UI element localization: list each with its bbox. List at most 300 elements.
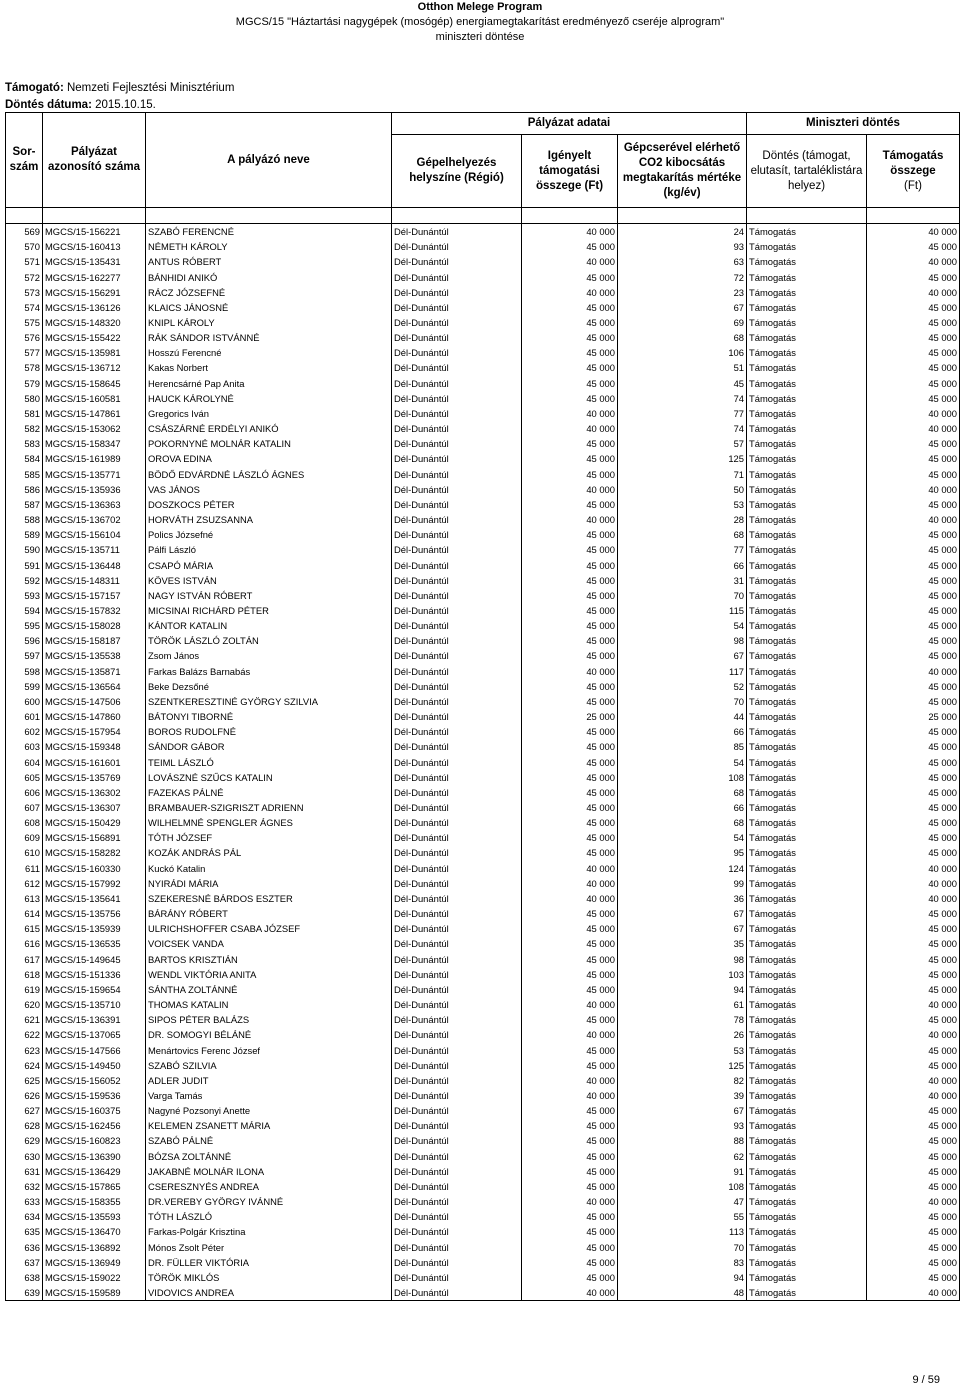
row-requested: 45 000 xyxy=(522,330,618,345)
row-decision: Támogatás xyxy=(747,1239,867,1254)
header-requested: Igényelt támogatási összege (Ft) xyxy=(522,135,618,208)
row-decision: Támogatás xyxy=(747,360,867,375)
table-row xyxy=(6,876,960,891)
row-decision: Támogatás xyxy=(747,603,867,618)
row-decision: Támogatás xyxy=(747,800,867,815)
table-row xyxy=(6,254,960,269)
row-decision: Támogatás xyxy=(747,967,867,982)
row-name: VOICSEK VANDA xyxy=(146,936,392,951)
decision-title: miniszteri döntése xyxy=(435,31,525,43)
row-id: MGCS/15-156891 xyxy=(43,830,146,845)
table-row xyxy=(6,573,960,588)
row-no: 585 xyxy=(6,467,43,482)
row-region: Dél-Dunántúl xyxy=(392,254,522,269)
row-requested: 45 000 xyxy=(522,239,618,254)
row-region: Dél-Dunántúl xyxy=(392,588,522,603)
row-decision: Támogatás xyxy=(747,436,867,451)
row-co2: 83 xyxy=(618,1255,747,1270)
row-id: MGCS/15-159348 xyxy=(43,739,146,754)
row-name: NAGY ISTVÁN RÓBERT xyxy=(146,588,392,603)
row-region: Dél-Dunántúl xyxy=(392,1149,522,1164)
row-no: 574 xyxy=(6,300,43,315)
row-amount: 45 000 xyxy=(867,557,960,572)
row-decision: Támogatás xyxy=(747,815,867,830)
row-no: 635 xyxy=(6,1224,43,1239)
row-decision: Támogatás xyxy=(747,451,867,466)
row-name: KELEMEN ZSANETT MÁRIA xyxy=(146,1118,392,1133)
row-region: Dél-Dunántúl xyxy=(392,482,522,497)
row-no: 628 xyxy=(6,1118,43,1133)
row-amount: 45 000 xyxy=(867,1255,960,1270)
table-row xyxy=(6,694,960,709)
row-id: MGCS/15-158282 xyxy=(43,845,146,860)
row-region: Dél-Dunántúl xyxy=(392,936,522,951)
row-no: 592 xyxy=(6,573,43,588)
row-name: Polics Józsefné xyxy=(146,527,392,542)
table-row xyxy=(6,1042,960,1057)
row-name: Gregorics Iván xyxy=(146,406,392,421)
row-no: 636 xyxy=(6,1239,43,1254)
row-region: Dél-Dunántúl xyxy=(392,1179,522,1194)
row-id: MGCS/15-136307 xyxy=(43,800,146,815)
row-region: Dél-Dunántúl xyxy=(392,1209,522,1224)
row-region: Dél-Dunántúl xyxy=(392,1285,522,1301)
row-id: MGCS/15-135711 xyxy=(43,542,146,557)
row-region: Dél-Dunántúl xyxy=(392,391,522,406)
row-region: Dél-Dunántúl xyxy=(392,679,522,694)
table-row xyxy=(6,770,960,785)
row-co2: 108 xyxy=(618,1179,747,1194)
row-requested: 40 000 xyxy=(522,224,618,240)
row-name: SZABÓ PÁLNÉ xyxy=(146,1133,392,1148)
row-requested: 45 000 xyxy=(522,573,618,588)
row-amount: 45 000 xyxy=(867,603,960,618)
row-no: 609 xyxy=(6,830,43,845)
table-row xyxy=(6,315,960,330)
table-row xyxy=(6,421,960,436)
row-co2: 74 xyxy=(618,421,747,436)
row-region: Dél-Dunántúl xyxy=(392,633,522,648)
table-row xyxy=(6,1239,960,1254)
row-region: Dél-Dunántúl xyxy=(392,891,522,906)
row-amount: 45 000 xyxy=(867,269,960,284)
row-requested: 45 000 xyxy=(522,542,618,557)
row-decision: Támogatás xyxy=(747,724,867,739)
row-requested: 40 000 xyxy=(522,406,618,421)
table-row xyxy=(6,1088,960,1103)
table-row xyxy=(6,285,960,300)
row-no: 613 xyxy=(6,891,43,906)
row-decision: Támogatás xyxy=(747,982,867,997)
row-co2: 103 xyxy=(618,967,747,982)
row-no: 571 xyxy=(6,254,43,269)
row-co2: 115 xyxy=(618,603,747,618)
row-decision: Támogatás xyxy=(747,421,867,436)
row-requested: 45 000 xyxy=(522,497,618,512)
row-decision: Támogatás xyxy=(747,1103,867,1118)
row-amount: 45 000 xyxy=(867,1239,960,1254)
row-no: 633 xyxy=(6,1194,43,1209)
row-requested: 45 000 xyxy=(522,360,618,375)
row-name: Nagyné Pozsonyi Anette xyxy=(146,1103,392,1118)
row-co2: 113 xyxy=(618,1224,747,1239)
header-region: Gépelhelyezés helyszíne (Régió) xyxy=(392,135,522,208)
row-amount: 40 000 xyxy=(867,406,960,421)
row-id: MGCS/15-148320 xyxy=(43,315,146,330)
table-row xyxy=(6,1073,960,1088)
table-row xyxy=(6,1255,960,1270)
row-amount: 45 000 xyxy=(867,906,960,921)
row-id: MGCS/15-136363 xyxy=(43,497,146,512)
row-no: 596 xyxy=(6,633,43,648)
row-co2: 93 xyxy=(618,1118,747,1133)
row-decision: Támogatás xyxy=(747,679,867,694)
row-amount: 45 000 xyxy=(867,1042,960,1057)
row-amount: 45 000 xyxy=(867,315,960,330)
row-region: Dél-Dunántúl xyxy=(392,1027,522,1042)
table-row xyxy=(6,269,960,284)
row-id: MGCS/15-135939 xyxy=(43,921,146,936)
row-id: MGCS/15-136535 xyxy=(43,936,146,951)
row-requested: 25 000 xyxy=(522,709,618,724)
table-row xyxy=(6,1133,960,1148)
row-region: Dél-Dunántúl xyxy=(392,785,522,800)
row-requested: 45 000 xyxy=(522,1012,618,1027)
row-requested: 40 000 xyxy=(522,997,618,1012)
table-row xyxy=(6,800,960,815)
row-amount: 45 000 xyxy=(867,330,960,345)
row-id: MGCS/15-162277 xyxy=(43,269,146,284)
row-id: MGCS/15-150429 xyxy=(43,815,146,830)
row-id: MGCS/15-160375 xyxy=(43,1103,146,1118)
row-co2: 50 xyxy=(618,482,747,497)
row-amount: 45 000 xyxy=(867,754,960,769)
table-row xyxy=(6,482,960,497)
row-name: Varga Tamás xyxy=(146,1088,392,1103)
row-co2: 77 xyxy=(618,542,747,557)
row-no: 619 xyxy=(6,982,43,997)
row-decision: Támogatás xyxy=(747,694,867,709)
row-region: Dél-Dunántúl xyxy=(392,557,522,572)
row-no: 618 xyxy=(6,967,43,982)
row-co2: 93 xyxy=(618,239,747,254)
row-decision: Támogatás xyxy=(747,770,867,785)
row-co2: 57 xyxy=(618,436,747,451)
row-id: MGCS/15-151336 xyxy=(43,967,146,982)
row-decision: Támogatás xyxy=(747,1224,867,1239)
row-id: MGCS/15-135641 xyxy=(43,891,146,906)
row-amount: 45 000 xyxy=(867,952,960,967)
row-region: Dél-Dunántúl xyxy=(392,952,522,967)
table-row xyxy=(6,542,960,557)
table-row xyxy=(6,1149,960,1164)
row-id: MGCS/15-157992 xyxy=(43,876,146,891)
row-id: MGCS/15-135769 xyxy=(43,770,146,785)
row-region: Dél-Dunántúl xyxy=(392,1042,522,1057)
row-name: BÁTONYI TIBORNÉ xyxy=(146,709,392,724)
table-row xyxy=(6,921,960,936)
row-decision: Támogatás xyxy=(747,1149,867,1164)
row-decision: Támogatás xyxy=(747,952,867,967)
row-amount: 45 000 xyxy=(867,1133,960,1148)
row-decision: Támogatás xyxy=(747,557,867,572)
row-name: RÁK SÁNDOR ISTVÁNNÉ xyxy=(146,330,392,345)
row-region: Dél-Dunántúl xyxy=(392,800,522,815)
row-no: 578 xyxy=(6,360,43,375)
row-id: MGCS/15-160581 xyxy=(43,391,146,406)
row-amount: 45 000 xyxy=(867,633,960,648)
row-name: BRAMBAUER-SZIGRISZT ADRIENN xyxy=(146,800,392,815)
row-decision: Támogatás xyxy=(747,785,867,800)
row-name: SÁNTHA ZOLTÁNNÉ xyxy=(146,982,392,997)
row-co2: 98 xyxy=(618,633,747,648)
row-no: 590 xyxy=(6,542,43,557)
row-decision: Támogatás xyxy=(747,1133,867,1148)
row-decision: Támogatás xyxy=(747,633,867,648)
row-region: Dél-Dunántúl xyxy=(392,694,522,709)
row-co2: 23 xyxy=(618,285,747,300)
table-row xyxy=(6,1285,960,1301)
row-co2: 54 xyxy=(618,754,747,769)
row-co2: 106 xyxy=(618,345,747,360)
row-name: Mónos Zsolt Péter xyxy=(146,1239,392,1254)
row-decision: Támogatás xyxy=(747,861,867,876)
row-requested: 45 000 xyxy=(522,436,618,451)
table-row xyxy=(6,1209,960,1224)
row-requested: 45 000 xyxy=(522,815,618,830)
row-region: Dél-Dunántúl xyxy=(392,239,522,254)
row-co2: 67 xyxy=(618,906,747,921)
row-name: Herencsárné Pap Anita xyxy=(146,376,392,391)
row-requested: 40 000 xyxy=(522,1073,618,1088)
row-amount: 45 000 xyxy=(867,1209,960,1224)
row-name: SZEKERESNÉ BÁRDOS ESZTER xyxy=(146,891,392,906)
row-requested: 40 000 xyxy=(522,861,618,876)
row-id: MGCS/15-136949 xyxy=(43,1255,146,1270)
row-region: Dél-Dunántúl xyxy=(392,1239,522,1254)
table-row xyxy=(6,1270,960,1285)
row-name: TEIML LÁSZLÓ xyxy=(146,754,392,769)
row-region: Dél-Dunántúl xyxy=(392,815,522,830)
row-region: Dél-Dunántúl xyxy=(392,1255,522,1270)
row-no: 610 xyxy=(6,845,43,860)
row-id: MGCS/15-159022 xyxy=(43,1270,146,1285)
row-no: 573 xyxy=(6,285,43,300)
row-requested: 40 000 xyxy=(522,876,618,891)
row-id: MGCS/15-157865 xyxy=(43,1179,146,1194)
row-decision: Támogatás xyxy=(747,876,867,891)
row-name: HORVÁTH ZSUZSANNA xyxy=(146,512,392,527)
row-co2: 68 xyxy=(618,330,747,345)
program-title: Otthon Melege Program xyxy=(417,1,543,13)
row-name: WENDL VIKTÓRIA ANITA xyxy=(146,967,392,982)
row-co2: 28 xyxy=(618,512,747,527)
row-region: Dél-Dunántúl xyxy=(392,527,522,542)
row-requested: 45 000 xyxy=(522,588,618,603)
table-row xyxy=(6,1179,960,1194)
row-region: Dél-Dunántúl xyxy=(392,648,522,663)
row-decision: Támogatás xyxy=(747,512,867,527)
table-row xyxy=(6,891,960,906)
row-name: CSERESZNYÉS ANDREA xyxy=(146,1179,392,1194)
row-id: MGCS/15-135771 xyxy=(43,467,146,482)
row-no: 570 xyxy=(6,239,43,254)
row-requested: 40 000 xyxy=(522,254,618,269)
row-decision: Támogatás xyxy=(747,648,867,663)
row-amount: 40 000 xyxy=(867,512,960,527)
row-decision: Támogatás xyxy=(747,1270,867,1285)
row-no: 608 xyxy=(6,815,43,830)
row-region: Dél-Dunántúl xyxy=(392,1118,522,1133)
row-requested: 45 000 xyxy=(522,830,618,845)
row-no: 591 xyxy=(6,557,43,572)
row-region: Dél-Dunántúl xyxy=(392,1164,522,1179)
row-amount: 40 000 xyxy=(867,664,960,679)
row-id: MGCS/15-153062 xyxy=(43,421,146,436)
row-no: 614 xyxy=(6,906,43,921)
row-amount: 45 000 xyxy=(867,739,960,754)
table-row xyxy=(6,982,960,997)
row-no: 589 xyxy=(6,527,43,542)
table-row xyxy=(6,967,960,982)
row-id: MGCS/15-159654 xyxy=(43,982,146,997)
row-amount: 45 000 xyxy=(867,967,960,982)
row-id: MGCS/15-135981 xyxy=(43,345,146,360)
row-amount: 40 000 xyxy=(867,1088,960,1103)
row-co2: 66 xyxy=(618,557,747,572)
row-region: Dél-Dunántúl xyxy=(392,512,522,527)
row-requested: 45 000 xyxy=(522,906,618,921)
row-name: TÖRÖK LÁSZLÓ ZOLTÁN xyxy=(146,633,392,648)
row-name: DOSZKOCS PÉTER xyxy=(146,497,392,512)
row-id: MGCS/15-156104 xyxy=(43,527,146,542)
row-id: MGCS/15-136390 xyxy=(43,1149,146,1164)
row-no: 639 xyxy=(6,1285,43,1301)
row-name: KLAICS JÁNOSNÉ xyxy=(146,300,392,315)
row-region: Dél-Dunántúl xyxy=(392,1012,522,1027)
row-id: MGCS/15-159589 xyxy=(43,1285,146,1301)
row-requested: 45 000 xyxy=(522,1270,618,1285)
row-requested: 45 000 xyxy=(522,1239,618,1254)
row-co2: 31 xyxy=(618,573,747,588)
row-name: KÁNTOR KATALIN xyxy=(146,618,392,633)
row-co2: 68 xyxy=(618,527,747,542)
row-amount: 45 000 xyxy=(867,800,960,815)
row-id: MGCS/15-162456 xyxy=(43,1118,146,1133)
row-amount: 45 000 xyxy=(867,618,960,633)
row-amount: 40 000 xyxy=(867,891,960,906)
row-requested: 45 000 xyxy=(522,557,618,572)
row-name: BÁRÁNY RÓBERT xyxy=(146,906,392,921)
row-amount: 40 000 xyxy=(867,1285,960,1301)
row-region: Dél-Dunántúl xyxy=(392,467,522,482)
table-row xyxy=(6,527,960,542)
row-decision: Támogatás xyxy=(747,709,867,724)
row-decision: Támogatás xyxy=(747,906,867,921)
table-row xyxy=(6,376,960,391)
row-name: KNIPL KÁROLY xyxy=(146,315,392,330)
row-id: MGCS/15-161601 xyxy=(43,754,146,769)
row-name: Beke Dezsőné xyxy=(146,679,392,694)
table-row xyxy=(6,845,960,860)
row-amount: 25 000 xyxy=(867,709,960,724)
date-value: 2015.10.15. xyxy=(95,99,156,111)
row-region: Dél-Dunántúl xyxy=(392,1194,522,1209)
row-name: Farkas Balázs Barnabás xyxy=(146,664,392,679)
row-region: Dél-Dunántúl xyxy=(392,421,522,436)
row-region: Dél-Dunántúl xyxy=(392,754,522,769)
row-no: 605 xyxy=(6,770,43,785)
row-amount: 45 000 xyxy=(867,1224,960,1239)
row-requested: 45 000 xyxy=(522,936,618,951)
row-requested: 45 000 xyxy=(522,1255,618,1270)
row-id: MGCS/15-149645 xyxy=(43,952,146,967)
subprogram-title: MGCS/15 "Háztartási nagygépek (mosógép) energiamegtakarítást eredményező cseréje alprogram" xyxy=(235,16,725,28)
row-decision: Támogatás xyxy=(747,239,867,254)
row-co2: 72 xyxy=(618,269,747,284)
row-decision: Támogatás xyxy=(747,542,867,557)
header-co2: Gépcserével elérhető CO2 kibocsátás megtakarítás mértéke (kg/év) xyxy=(618,135,747,208)
spacer-row xyxy=(6,208,960,224)
row-no: 601 xyxy=(6,709,43,724)
row-id: MGCS/15-157832 xyxy=(43,603,146,618)
row-co2: 95 xyxy=(618,845,747,860)
row-amount: 45 000 xyxy=(867,679,960,694)
row-no: 621 xyxy=(6,1012,43,1027)
row-requested: 40 000 xyxy=(522,482,618,497)
row-region: Dél-Dunántúl xyxy=(392,1133,522,1148)
row-co2: 61 xyxy=(618,997,747,1012)
row-region: Dél-Dunántúl xyxy=(392,1088,522,1103)
row-co2: 66 xyxy=(618,724,747,739)
row-id: MGCS/15-135756 xyxy=(43,906,146,921)
table-row xyxy=(6,1118,960,1133)
row-id: MGCS/15-136564 xyxy=(43,679,146,694)
row-no: 587 xyxy=(6,497,43,512)
row-region: Dél-Dunántúl xyxy=(392,876,522,891)
header-id: Pályázat azonosító száma xyxy=(43,113,146,208)
row-co2: 67 xyxy=(618,648,747,663)
table-row xyxy=(6,739,960,754)
row-co2: 85 xyxy=(618,739,747,754)
row-amount: 45 000 xyxy=(867,467,960,482)
row-name: Pálfi László xyxy=(146,542,392,557)
row-requested: 45 000 xyxy=(522,648,618,663)
row-amount: 40 000 xyxy=(867,876,960,891)
row-requested: 45 000 xyxy=(522,754,618,769)
row-decision: Támogatás xyxy=(747,376,867,391)
row-region: Dél-Dunántúl xyxy=(392,497,522,512)
row-id: MGCS/15-135936 xyxy=(43,482,146,497)
date-label: Döntés dátuma: xyxy=(5,99,92,111)
row-amount: 45 000 xyxy=(867,936,960,951)
row-region: Dél-Dunántúl xyxy=(392,906,522,921)
row-region: Dél-Dunántúl xyxy=(392,997,522,1012)
row-name: CSAPÓ MÁRIA xyxy=(146,557,392,572)
row-region: Dél-Dunántúl xyxy=(392,1103,522,1118)
row-co2: 91 xyxy=(618,1164,747,1179)
row-co2: 77 xyxy=(618,406,747,421)
row-co2: 55 xyxy=(618,1209,747,1224)
row-id: MGCS/15-147860 xyxy=(43,709,146,724)
table-row xyxy=(6,648,960,663)
row-name: SIPOS PÉTER BALÁZS xyxy=(146,1012,392,1027)
row-co2: 26 xyxy=(618,1027,747,1042)
row-no: 631 xyxy=(6,1164,43,1179)
row-co2: 108 xyxy=(618,770,747,785)
row-co2: 48 xyxy=(618,1285,747,1301)
row-no: 581 xyxy=(6,406,43,421)
